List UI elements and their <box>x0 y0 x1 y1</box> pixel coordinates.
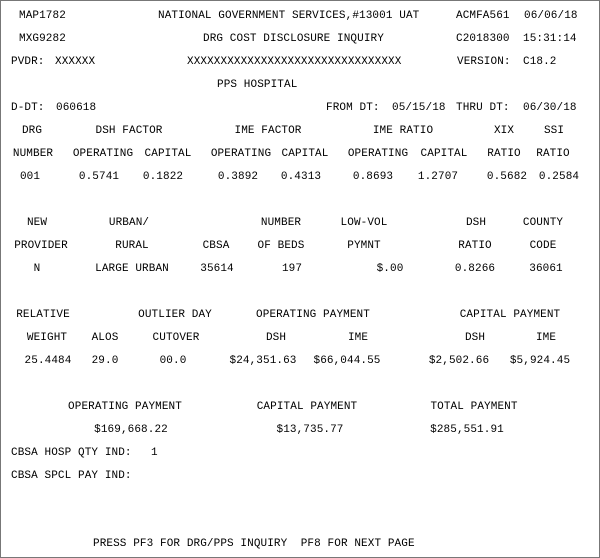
from-date-value[interactable]: 05/15/18 <box>392 102 446 114</box>
col-urban: URBAN/ <box>108 217 150 229</box>
drg-number-value[interactable]: 001 <box>19 171 41 183</box>
col-cutover: CUTOVER <box>152 332 200 344</box>
dsh-ratio-value: 0.8266 <box>454 263 496 275</box>
thru-date-label: THRU DT: <box>456 102 510 114</box>
op-dsh-value: $24,351.63 <box>229 355 297 367</box>
col-alos: ALOS <box>91 332 119 344</box>
col-operating-payment: OPERATING PAYMENT <box>256 309 370 321</box>
cap-dsh-value: $2,502.66 <box>428 355 490 367</box>
col-ime-factor-operating: OPERATING <box>210 148 272 160</box>
col-xix: XIX <box>493 125 515 137</box>
version-value: C18.2 <box>523 56 557 68</box>
from-date-label: FROM DT: <box>326 102 380 114</box>
map-id: MAP1782 <box>19 10 66 22</box>
dsh-capital-value: 0.1822 <box>142 171 184 183</box>
col-capital-payment: CAPITAL PAYMENT <box>459 309 561 321</box>
col-ssi-ratio: RATIO <box>536 148 570 160</box>
version-label: VERSION: <box>457 56 511 68</box>
col-low-vol: LOW-VOL <box>340 217 388 229</box>
cap-ime-value: $5,924.45 <box>509 355 571 367</box>
system-code: C2018300 <box>456 33 510 45</box>
col-drg: DRG <box>21 125 43 137</box>
col-dsh-ratio: RATIO <box>458 240 492 252</box>
col-rural: RURAL <box>115 240 149 252</box>
total-operating-label: OPERATING PAYMENT <box>68 401 182 413</box>
col-cap-dsh: DSH <box>464 332 486 344</box>
ime-factor-operating-value: 0.3892 <box>217 171 259 183</box>
region-code: ACMFA561 <box>456 10 510 22</box>
col-of-beds: OF BEDS <box>257 240 305 252</box>
ime-ratio-operating-value: 0.8693 <box>352 171 394 183</box>
provider-name-mask: XXXXXXXXXXXXXXXXXXXXXXXXXXXXXXXX <box>187 56 402 68</box>
col-pymnt: PYMNT <box>347 240 381 252</box>
alos-value: 29.0 <box>91 355 119 367</box>
col-ime-ratio-operating: OPERATING <box>347 148 409 160</box>
col-number: NUMBER <box>12 148 54 160</box>
col-relative: RELATIVE <box>16 309 70 321</box>
col-dsh-operating: OPERATING <box>72 148 134 160</box>
thru-date-value[interactable]: 06/30/18 <box>523 102 577 114</box>
col-county-code: CODE <box>529 240 557 252</box>
col-ssi: SSI <box>543 125 565 137</box>
low-vol-pymnt-value: $.00 <box>376 263 404 275</box>
screen-id: MXG9282 <box>19 33 66 45</box>
urban-rural-value: LARGE URBAN <box>95 263 169 275</box>
header-time: 15:31:14 <box>523 33 577 45</box>
ssi-ratio-value: 0.2584 <box>538 171 580 183</box>
col-county: COUNTY <box>522 217 564 229</box>
new-provider-value: N <box>33 263 41 275</box>
cbsa-hosp-qty-label: CBSA HOSP QTY IND: <box>11 447 132 459</box>
system-title: NATIONAL GOVERNMENT SERVICES,#13001 UAT <box>158 10 420 22</box>
col-ime-ratio-capital: CAPITAL <box>420 148 468 160</box>
col-ime-factor: IME FACTOR <box>234 125 302 137</box>
total-payment-label: TOTAL PAYMENT <box>430 401 518 413</box>
cutover-value: 00.0 <box>159 355 187 367</box>
ime-factor-capital-value: 0.4313 <box>280 171 322 183</box>
footer-message: PRESS PF3 FOR DRG/PPS INQUIRY PF8 FOR NEXT PAGE <box>93 538 415 550</box>
col-weight: WEIGHT <box>26 332 68 344</box>
col-number-beds: NUMBER <box>260 217 302 229</box>
col-xix-ratio: RATIO <box>487 148 521 160</box>
county-code-value: 36061 <box>529 263 563 275</box>
cbsa-spcl-pay-label: CBSA SPCL PAY IND: <box>11 470 132 482</box>
screen-title: DRG COST DISCLOSURE INQUIRY <box>203 33 384 45</box>
xix-ratio-value: 0.5682 <box>486 171 528 183</box>
total-capital-value: $13,735.77 <box>276 424 344 436</box>
col-op-dsh: DSH <box>265 332 287 344</box>
beds-value: 197 <box>281 263 303 275</box>
provider-label: PVDR: <box>11 56 45 68</box>
col-op-ime: IME <box>347 332 369 344</box>
cbsa-value: 35614 <box>200 263 234 275</box>
dsh-operating-value: 0.5741 <box>78 171 120 183</box>
total-payment-value: $285,551.91 <box>430 424 504 436</box>
col-new: NEW <box>26 217 48 229</box>
col-ime-ratio: IME RATIO <box>372 125 434 137</box>
col-ime-factor-capital: CAPITAL <box>281 148 329 160</box>
ime-ratio-capital-value: 1.2707 <box>417 171 459 183</box>
col-dsh: DSH <box>465 217 487 229</box>
ddt-value: 060618 <box>56 102 97 114</box>
provider-field[interactable]: XXXXXX <box>55 56 96 68</box>
col-dsh-factor: DSH FACTOR <box>95 125 163 137</box>
total-capital-label: CAPITAL PAYMENT <box>256 401 358 413</box>
col-cbsa: CBSA <box>202 240 230 252</box>
col-provider: PROVIDER <box>14 240 68 252</box>
cbsa-hosp-qty-value: 1 <box>151 447 158 459</box>
facility-name: PPS HOSPITAL <box>217 79 298 91</box>
col-dsh-capital: CAPITAL <box>144 148 192 160</box>
total-operating-value: $169,668.22 <box>94 424 168 436</box>
op-ime-value: $66,044.55 <box>313 355 381 367</box>
col-cap-ime: IME <box>535 332 557 344</box>
col-outlier-day: OUTLIER DAY <box>138 309 212 321</box>
ddt-label: D-DT: <box>11 102 45 114</box>
relative-weight-value: 25.4484 <box>24 355 72 367</box>
header-date: 06/06/18 <box>524 10 578 22</box>
